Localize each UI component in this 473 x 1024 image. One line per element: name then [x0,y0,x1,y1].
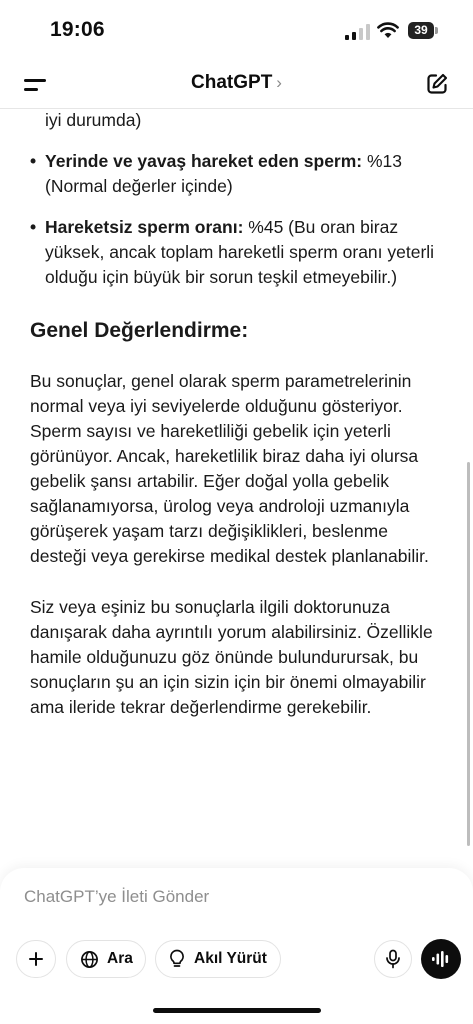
globe-icon [80,950,99,969]
assistant-message [30,108,440,746]
plus-icon [28,951,44,967]
list-item [30,215,440,290]
status-time: 19:06 [50,18,105,41]
list-item-label: Hareketsiz sperm oranı: [45,217,244,237]
reason-button-label: Akıl Yürüt [194,950,267,967]
cellular-signal-icon [345,24,371,40]
composer [0,868,473,1024]
list-item-text: %45 (Bu oran biraz yüksek, ancak toplam hareketli sperm oranı yeterli olduğu için büyük bir sorun teşkil etmeyebilir.) [45,217,435,287]
list-item [30,149,440,199]
add-attachment-button[interactable] [16,940,56,978]
home-indicator[interactable] [153,1008,321,1013]
message-paragraph: Bu sonuçlar, genel olarak sperm parametrelerinin normal veya iyi seviyelerde olduğunu gösteriyor. Sperm sayısı ve hareketliliği gebelik için yeterli görünüyor. Ancak, hareketlilik biraz daha iyi olursa gebelik şansı artabilir. Eğer doğal yolla gebelik sağlanamıyorsa, ürolog veya androloji uzmanıyla görüşerek yaşam tarzı değişiklikleri, beslenme desteği veya gerekirse medikal destek planlanabilir. [30,371,429,566]
list-item-label: Yerinde ve yavaş hareket eden sperm: [45,151,363,171]
voice-mode-button[interactable] [421,939,461,979]
message-paragraph: Siz veya eşiniz bu sonuçlarla ilgili doktorunuza danışarak daha ayrıntılı yorum alabilirsiniz. Özellikle hamile olduğunuzu göz önünde bulundurursak, bu sonuçların şu an için sizin için bir önemi olmayabilir ama ileride tekrar değerlendirme gerekebilir. [30,597,433,717]
search-button-label: Ara [107,950,133,967]
list-item-text: %13 (Normal değerler içinde) [45,151,403,196]
microphone-button[interactable] [374,940,412,978]
search-button[interactable] [66,940,146,978]
lightbulb-icon [168,949,186,969]
model-selector[interactable] [0,72,473,94]
message-fragment: iyi durumda) [45,110,142,130]
section-heading: Genel Değerlendirme: [30,319,249,342]
microphone-icon [385,949,401,969]
battery-indicator [408,22,438,39]
app-header [0,62,473,109]
battery-cap [435,27,438,34]
reason-button[interactable] [155,940,281,978]
status-bar [0,0,473,62]
wifi-icon [377,21,399,39]
message-input[interactable] [22,886,446,908]
app-title: ChatGPT [191,72,273,93]
battery-level: 39 [408,22,434,39]
voice-mode-icon [431,950,451,968]
new-chat-icon[interactable] [425,72,449,96]
scrollbar[interactable] [467,462,470,846]
chevron-right-icon: › [276,73,282,92]
